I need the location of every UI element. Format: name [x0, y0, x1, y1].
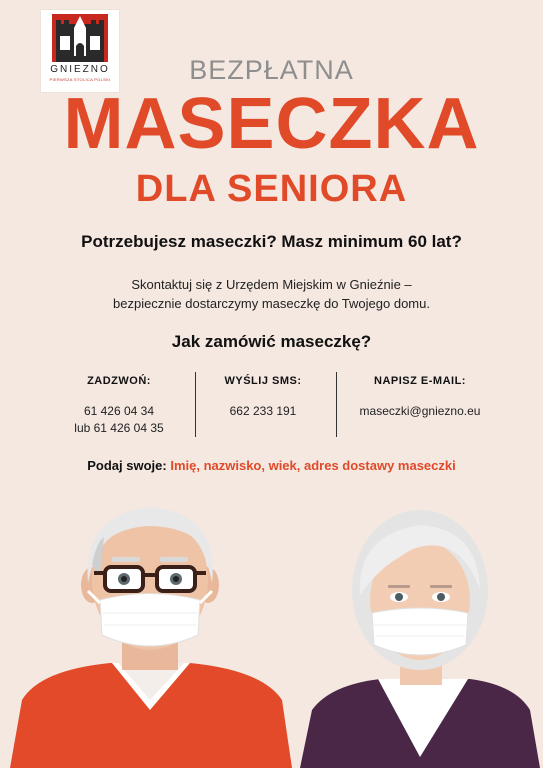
phone-number-2[interactable]: lub 61 426 04 35: [74, 421, 164, 435]
seniors-with-masks-illustration: [0, 495, 543, 768]
phone-number-1[interactable]: 61 426 04 34: [83, 404, 155, 418]
contact-call-column: [56, 375, 182, 437]
contact-sms-column: [204, 375, 322, 420]
email-label: NAPISZ E-MAIL:: [374, 375, 466, 387]
sms-number[interactable]: 662 233 191: [229, 404, 297, 418]
page-title: MASECZKA: [63, 84, 480, 164]
column-divider: [336, 372, 337, 437]
contact-email-column: [340, 375, 500, 420]
column-divider: [195, 372, 196, 437]
info-line-1: Skontaktuj się z Urzędem Miejskim w Gnieźnie –: [131, 277, 412, 292]
info-line-2: bezpiecznie dostarczymy maseczkę do Twojego domu.: [113, 296, 430, 311]
page-subtitle: DLA SENIORA: [135, 168, 408, 210]
kicker-text: BEZPŁATNA: [189, 55, 354, 85]
senior-woman-icon: [300, 510, 540, 768]
call-label: ZADZWOŃ:: [87, 375, 151, 387]
logo-city-name: GNIEZNO: [50, 64, 110, 75]
call-numbers[interactable]: [56, 403, 182, 437]
email-address-link[interactable]: maseczki@gniezno.eu: [359, 404, 481, 418]
provide-lead: Podaj swoje:: [87, 458, 167, 473]
provide-info-line: [0, 458, 543, 473]
senior-man-icon: [10, 507, 292, 768]
provide-fields: Imię, nazwisko, wiek, adres dostawy maseczki: [170, 458, 456, 473]
info-text: [0, 275, 543, 313]
logo-tagline: PIERWSZA STOLICA POLSKI: [49, 77, 111, 82]
sms-label: WYŚLIJ SMS:: [224, 375, 302, 387]
eligibility-question: Potrzebujesz maseczki? Masz minimum 60 lat?: [81, 232, 462, 251]
order-heading: Jak zamówić maseczkę?: [171, 332, 372, 351]
